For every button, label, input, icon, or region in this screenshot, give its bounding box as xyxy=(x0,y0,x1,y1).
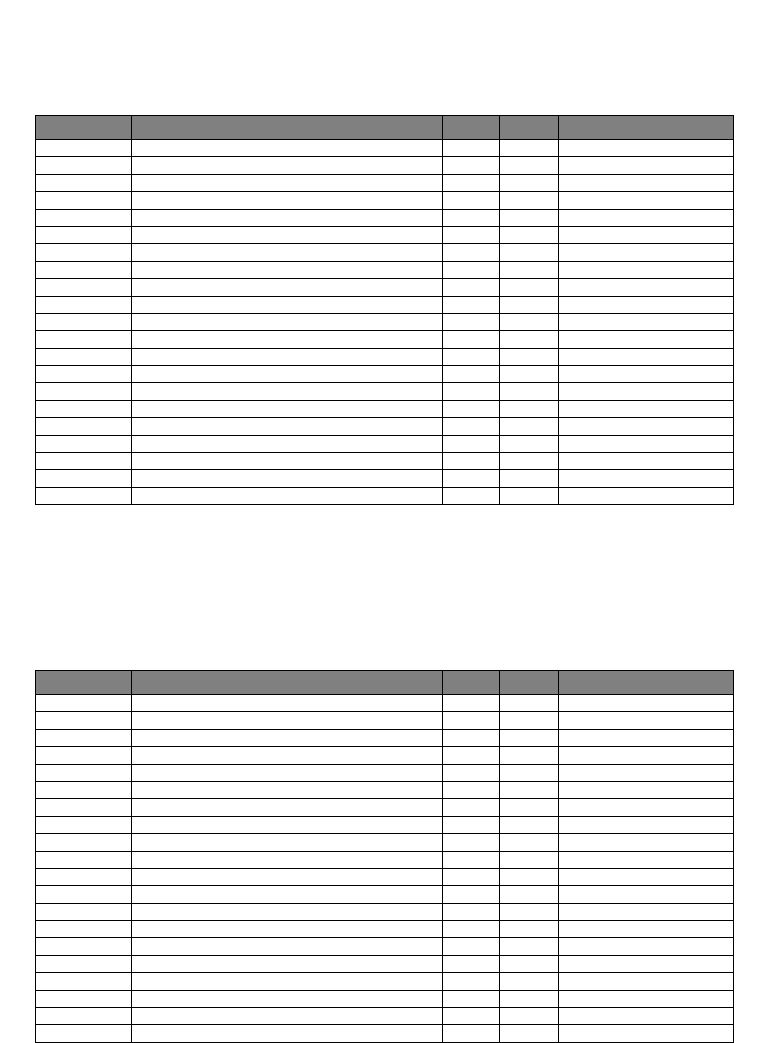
table-cell[interactable] xyxy=(443,435,500,452)
table-cell[interactable] xyxy=(132,209,443,226)
table-cell[interactable] xyxy=(36,886,132,903)
table-cell[interactable] xyxy=(443,781,500,798)
table-cell[interactable] xyxy=(500,174,559,191)
table-cell[interactable] xyxy=(500,209,559,226)
table-cell[interactable] xyxy=(36,816,132,833)
table-row xyxy=(36,453,734,470)
table-cell[interactable] xyxy=(559,279,734,296)
table-cell[interactable] xyxy=(443,244,500,261)
table-cell[interactable] xyxy=(36,296,132,313)
table-cell[interactable] xyxy=(36,781,132,798)
table-row xyxy=(36,174,734,191)
table-cell[interactable] xyxy=(36,903,132,920)
table-cell[interactable] xyxy=(500,296,559,313)
table-cell[interactable] xyxy=(443,261,500,278)
table-cell[interactable] xyxy=(500,973,559,990)
table-cell[interactable] xyxy=(36,695,132,712)
table-cell[interactable] xyxy=(443,747,500,764)
table-cell[interactable] xyxy=(36,747,132,764)
table-cell[interactable] xyxy=(132,938,443,955)
table-cell[interactable] xyxy=(500,816,559,833)
column-header xyxy=(559,116,734,140)
table-row xyxy=(36,695,734,712)
column-header xyxy=(132,671,443,695)
form-table-2 xyxy=(35,670,734,1043)
form-table-1 xyxy=(35,115,734,505)
table-cell[interactable] xyxy=(443,313,500,330)
table-cell[interactable] xyxy=(500,1025,559,1042)
table-cell[interactable] xyxy=(36,868,132,885)
table-row xyxy=(36,921,734,938)
table-row xyxy=(36,140,734,157)
table-cell[interactable] xyxy=(443,453,500,470)
table-cell[interactable] xyxy=(443,695,500,712)
table-cell[interactable] xyxy=(36,487,132,504)
table-cell[interactable] xyxy=(559,955,734,972)
table-cell[interactable] xyxy=(36,192,132,209)
table-cell[interactable] xyxy=(500,1008,559,1025)
table-cell[interactable] xyxy=(132,279,443,296)
column-header xyxy=(36,671,132,695)
table-cell[interactable] xyxy=(559,418,734,435)
table-cell[interactable] xyxy=(132,851,443,868)
table-row xyxy=(36,938,734,955)
table-cell[interactable] xyxy=(443,712,500,729)
table-cell[interactable] xyxy=(500,903,559,920)
table-row xyxy=(36,834,734,851)
table-cell[interactable] xyxy=(132,453,443,470)
table-cell[interactable] xyxy=(443,1008,500,1025)
table-cell[interactable] xyxy=(36,921,132,938)
table-row xyxy=(36,816,734,833)
table-row xyxy=(36,348,734,365)
table-cell[interactable] xyxy=(500,348,559,365)
table-cell[interactable] xyxy=(443,348,500,365)
table-cell[interactable] xyxy=(500,418,559,435)
table-cell[interactable] xyxy=(500,990,559,1007)
table-cell[interactable] xyxy=(443,174,500,191)
table-cell[interactable] xyxy=(559,747,734,764)
table-cell[interactable] xyxy=(132,470,443,487)
table-cell[interactable] xyxy=(132,695,443,712)
table-cell[interactable] xyxy=(443,903,500,920)
table-cell[interactable] xyxy=(559,331,734,348)
table-cell[interactable] xyxy=(443,279,500,296)
table-cell[interactable] xyxy=(443,418,500,435)
table-cell[interactable] xyxy=(132,712,443,729)
table-cell[interactable] xyxy=(559,366,734,383)
table-cell[interactable] xyxy=(443,192,500,209)
table-row xyxy=(36,226,734,243)
table-cell[interactable] xyxy=(132,487,443,504)
table-cell[interactable] xyxy=(500,400,559,417)
table-cell[interactable] xyxy=(500,366,559,383)
table-cell[interactable] xyxy=(36,729,132,746)
table-cell[interactable] xyxy=(36,1025,132,1042)
table-row xyxy=(36,747,734,764)
table-cell[interactable] xyxy=(500,313,559,330)
table-cell[interactable] xyxy=(132,834,443,851)
column-header xyxy=(132,116,443,140)
table-row xyxy=(36,470,734,487)
table-cell[interactable] xyxy=(132,400,443,417)
table-cell[interactable] xyxy=(500,140,559,157)
table-body xyxy=(36,695,734,1043)
table-cell[interactable] xyxy=(132,903,443,920)
table-row xyxy=(36,209,734,226)
table-cell[interactable] xyxy=(500,955,559,972)
header-row xyxy=(36,671,734,695)
table-cell[interactable] xyxy=(36,453,132,470)
table-cell[interactable] xyxy=(36,955,132,972)
table-cell[interactable] xyxy=(132,990,443,1007)
table-row xyxy=(36,244,734,261)
table-row xyxy=(36,435,734,452)
table-cell[interactable] xyxy=(36,348,132,365)
column-header xyxy=(500,671,559,695)
table-cell[interactable] xyxy=(500,938,559,955)
table-cell[interactable] xyxy=(559,695,734,712)
table-row xyxy=(36,261,734,278)
table-cell[interactable] xyxy=(443,296,500,313)
table-cell[interactable] xyxy=(443,1025,500,1042)
table-row xyxy=(36,331,734,348)
header-row xyxy=(36,116,734,140)
table-cell[interactable] xyxy=(500,799,559,816)
table-row xyxy=(36,296,734,313)
table-cell[interactable] xyxy=(36,834,132,851)
table-cell[interactable] xyxy=(36,174,132,191)
table-cell[interactable] xyxy=(559,1008,734,1025)
table-cell[interactable] xyxy=(443,470,500,487)
table-cell[interactable] xyxy=(36,209,132,226)
table-row xyxy=(36,851,734,868)
table-cell[interactable] xyxy=(36,418,132,435)
table-cell[interactable] xyxy=(500,383,559,400)
table-cell[interactable] xyxy=(559,921,734,938)
table-cell[interactable] xyxy=(559,1025,734,1042)
table-row xyxy=(36,886,734,903)
table-cell[interactable] xyxy=(559,799,734,816)
table-cell[interactable] xyxy=(132,244,443,261)
table-cell[interactable] xyxy=(132,1008,443,1025)
table-row xyxy=(36,955,734,972)
column-header xyxy=(500,116,559,140)
table-cell[interactable] xyxy=(559,834,734,851)
table-cell[interactable] xyxy=(132,313,443,330)
table-cell[interactable] xyxy=(500,747,559,764)
table-cell[interactable] xyxy=(500,695,559,712)
table-cell[interactable] xyxy=(443,331,500,348)
table-cell[interactable] xyxy=(36,366,132,383)
table-cell[interactable] xyxy=(132,886,443,903)
table-row xyxy=(36,799,734,816)
table-cell[interactable] xyxy=(132,955,443,972)
table-cell[interactable] xyxy=(559,261,734,278)
table-cell[interactable] xyxy=(132,174,443,191)
table-cell[interactable] xyxy=(500,244,559,261)
table-cell[interactable] xyxy=(559,313,734,330)
table-cell[interactable] xyxy=(500,764,559,781)
table-cell[interactable] xyxy=(132,921,443,938)
table-cell[interactable] xyxy=(443,834,500,851)
table-cell[interactable] xyxy=(132,764,443,781)
table-cell[interactable] xyxy=(443,868,500,885)
table-cell[interactable] xyxy=(132,366,443,383)
table-cell[interactable] xyxy=(36,764,132,781)
table-row xyxy=(36,383,734,400)
table-cell[interactable] xyxy=(559,487,734,504)
table-cell[interactable] xyxy=(36,140,132,157)
table-cell[interactable] xyxy=(132,192,443,209)
table-row xyxy=(36,400,734,417)
table-cell[interactable] xyxy=(559,938,734,955)
table-row xyxy=(36,973,734,990)
table-cell[interactable] xyxy=(132,747,443,764)
table-cell[interactable] xyxy=(559,174,734,191)
table-cell[interactable] xyxy=(500,729,559,746)
table-cell[interactable] xyxy=(443,938,500,955)
table-cell[interactable] xyxy=(500,712,559,729)
table-cell[interactable] xyxy=(559,816,734,833)
table-cell[interactable] xyxy=(500,487,559,504)
table-cell[interactable] xyxy=(36,712,132,729)
table-cell[interactable] xyxy=(500,886,559,903)
table-cell[interactable] xyxy=(443,383,500,400)
table-cell[interactable] xyxy=(443,886,500,903)
table-cell[interactable] xyxy=(443,955,500,972)
table-row xyxy=(36,764,734,781)
table-cell[interactable] xyxy=(500,851,559,868)
table-row xyxy=(36,729,734,746)
column-header xyxy=(36,116,132,140)
table-cell[interactable] xyxy=(559,209,734,226)
table-row xyxy=(36,781,734,798)
table-cell[interactable] xyxy=(559,712,734,729)
table-cell[interactable] xyxy=(559,226,734,243)
table-cell[interactable] xyxy=(36,244,132,261)
table-cell[interactable] xyxy=(443,851,500,868)
table-cell[interactable] xyxy=(559,990,734,1007)
table-row xyxy=(36,279,734,296)
table-cell[interactable] xyxy=(443,729,500,746)
table-cell[interactable] xyxy=(36,973,132,990)
table-row xyxy=(36,157,734,174)
table-header xyxy=(36,671,734,695)
table-row xyxy=(36,418,734,435)
table-cell[interactable] xyxy=(559,400,734,417)
table-cell[interactable] xyxy=(559,470,734,487)
table-cell[interactable] xyxy=(443,226,500,243)
table-cell[interactable] xyxy=(36,313,132,330)
table-cell[interactable] xyxy=(500,781,559,798)
table-header xyxy=(36,116,734,140)
table-cell[interactable] xyxy=(443,816,500,833)
table-cell[interactable] xyxy=(443,366,500,383)
table-cell[interactable] xyxy=(500,279,559,296)
table-cell[interactable] xyxy=(36,470,132,487)
table-cell[interactable] xyxy=(559,851,734,868)
table-cell[interactable] xyxy=(132,157,443,174)
table-cell[interactable] xyxy=(559,192,734,209)
table-cell[interactable] xyxy=(443,487,500,504)
table-cell[interactable] xyxy=(500,868,559,885)
table-cell[interactable] xyxy=(443,157,500,174)
table-row xyxy=(36,1008,734,1025)
table-cell[interactable] xyxy=(559,886,734,903)
table-cell[interactable] xyxy=(500,834,559,851)
table-cell[interactable] xyxy=(132,868,443,885)
table-cell[interactable] xyxy=(36,938,132,955)
table-cell[interactable] xyxy=(559,296,734,313)
table-cell[interactable] xyxy=(36,435,132,452)
table-cell[interactable] xyxy=(500,157,559,174)
table-cell[interactable] xyxy=(500,921,559,938)
table-cell[interactable] xyxy=(559,973,734,990)
table-cell[interactable] xyxy=(132,729,443,746)
table-cell[interactable] xyxy=(559,868,734,885)
table-cell[interactable] xyxy=(132,140,443,157)
table-cell[interactable] xyxy=(36,157,132,174)
table-cell[interactable] xyxy=(443,209,500,226)
table-row xyxy=(36,366,734,383)
table-cell[interactable] xyxy=(500,226,559,243)
table-cell[interactable] xyxy=(559,140,734,157)
table-cell[interactable] xyxy=(500,331,559,348)
table-cell[interactable] xyxy=(559,764,734,781)
table-cell[interactable] xyxy=(132,973,443,990)
table-cell[interactable] xyxy=(559,348,734,365)
column-header xyxy=(443,671,500,695)
table-cell[interactable] xyxy=(559,435,734,452)
column-header xyxy=(443,116,500,140)
table-cell[interactable] xyxy=(36,799,132,816)
table-cell[interactable] xyxy=(500,435,559,452)
table-cell[interactable] xyxy=(132,418,443,435)
table-cell[interactable] xyxy=(132,435,443,452)
table-cell[interactable] xyxy=(443,973,500,990)
table-row xyxy=(36,192,734,209)
table-cell[interactable] xyxy=(500,453,559,470)
table-row xyxy=(36,487,734,504)
table-cell[interactable] xyxy=(559,453,734,470)
table-row xyxy=(36,903,734,920)
table-cell[interactable] xyxy=(36,990,132,1007)
table-cell[interactable] xyxy=(443,764,500,781)
table-cell[interactable] xyxy=(132,348,443,365)
table-cell[interactable] xyxy=(559,729,734,746)
table-cell[interactable] xyxy=(36,400,132,417)
table-cell[interactable] xyxy=(36,383,132,400)
table-cell[interactable] xyxy=(443,140,500,157)
table-cell[interactable] xyxy=(132,799,443,816)
table-cell[interactable] xyxy=(132,296,443,313)
table-cell[interactable] xyxy=(500,470,559,487)
table-cell[interactable] xyxy=(443,921,500,938)
table-row xyxy=(36,990,734,1007)
table-cell[interactable] xyxy=(443,990,500,1007)
table-body xyxy=(36,140,734,505)
table-cell[interactable] xyxy=(443,799,500,816)
table-cell[interactable] xyxy=(132,261,443,278)
table-cell[interactable] xyxy=(36,851,132,868)
table-cell[interactable] xyxy=(132,226,443,243)
table-cell[interactable] xyxy=(132,1025,443,1042)
table-row xyxy=(36,868,734,885)
table-cell[interactable] xyxy=(132,781,443,798)
table-cell[interactable] xyxy=(443,400,500,417)
table-cell[interactable] xyxy=(36,226,132,243)
column-header xyxy=(559,671,734,695)
table-cell[interactable] xyxy=(36,1008,132,1025)
table-cell[interactable] xyxy=(132,383,443,400)
table-cell[interactable] xyxy=(500,261,559,278)
table-cell[interactable] xyxy=(559,383,734,400)
table-cell[interactable] xyxy=(559,244,734,261)
table-row xyxy=(36,313,734,330)
table-cell[interactable] xyxy=(500,192,559,209)
table-row xyxy=(36,1025,734,1042)
table-cell[interactable] xyxy=(36,279,132,296)
table-cell[interactable] xyxy=(559,781,734,798)
table-cell[interactable] xyxy=(559,157,734,174)
table-cell[interactable] xyxy=(132,816,443,833)
table-cell[interactable] xyxy=(132,331,443,348)
table-cell[interactable] xyxy=(559,903,734,920)
table-row xyxy=(36,712,734,729)
table-cell[interactable] xyxy=(36,331,132,348)
table-cell[interactable] xyxy=(36,261,132,278)
